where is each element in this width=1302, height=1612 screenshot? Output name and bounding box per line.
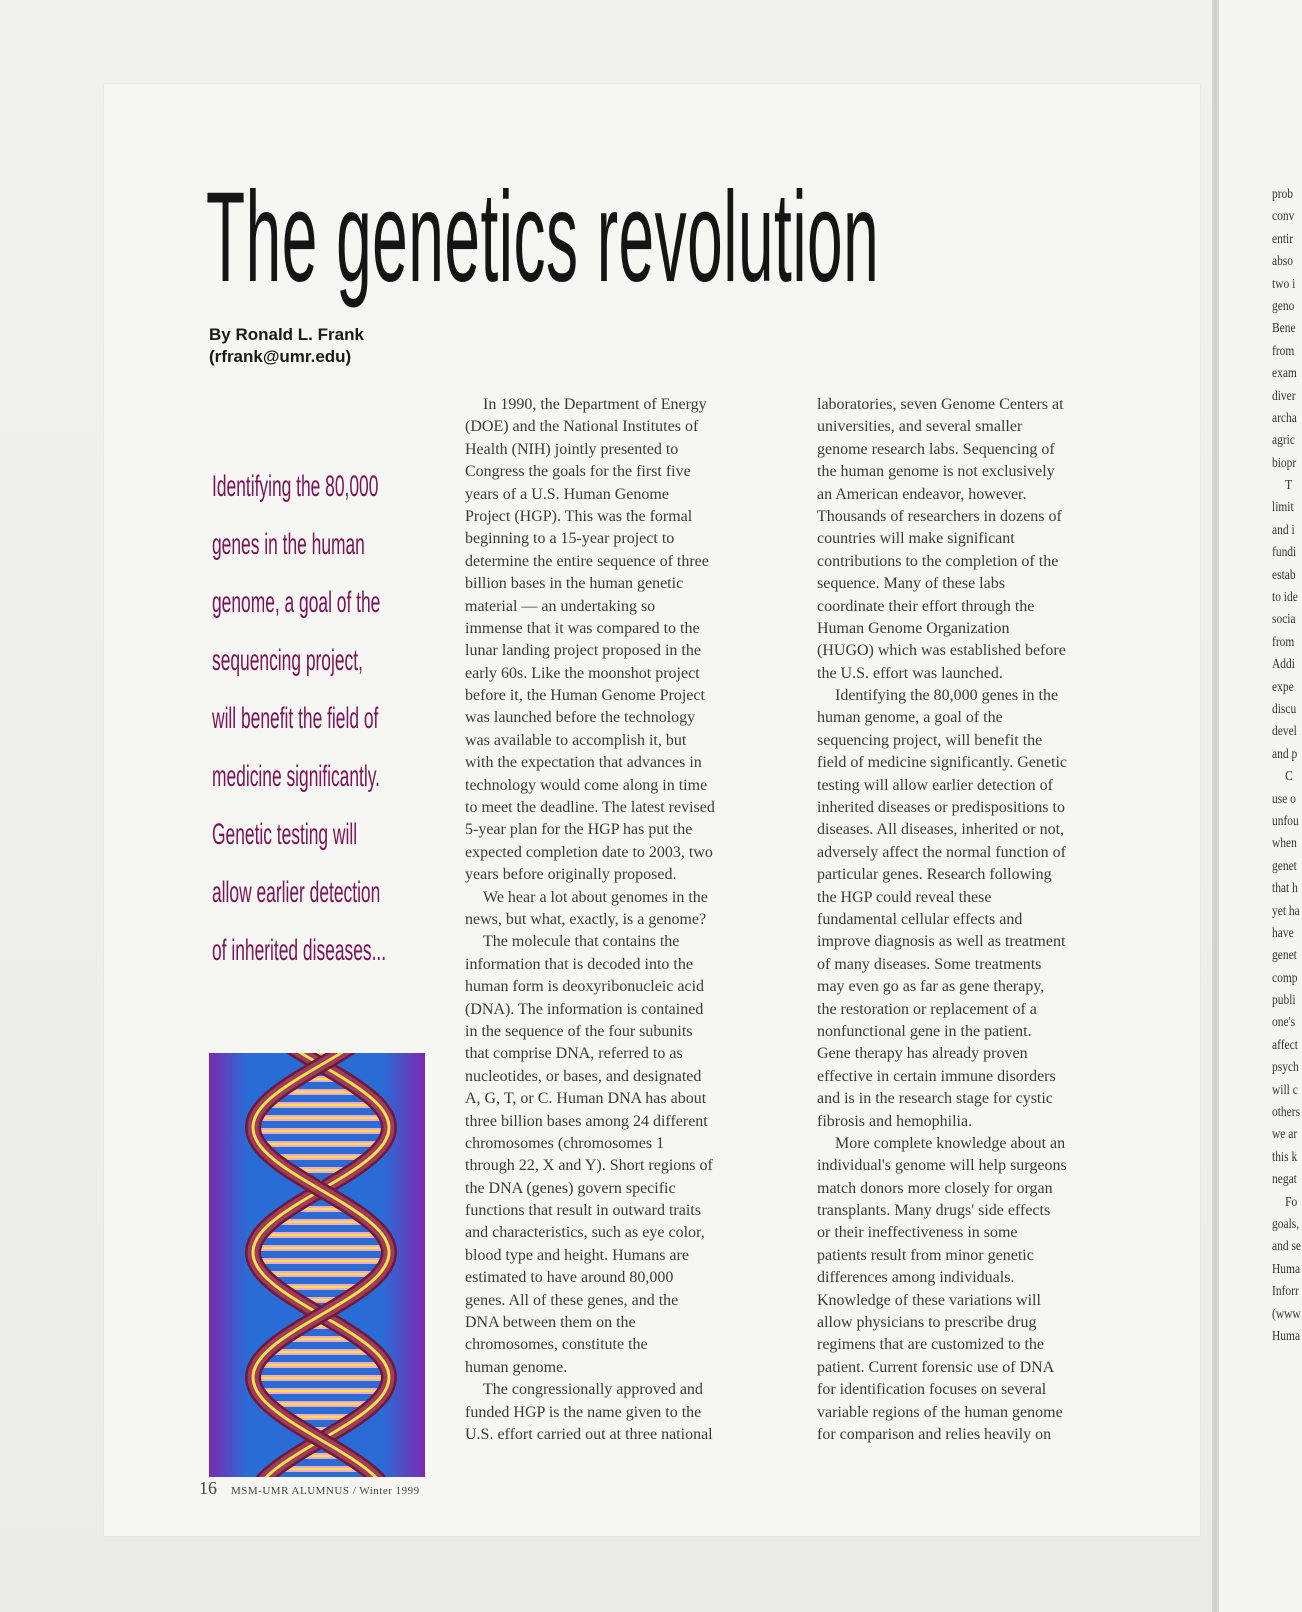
body-text-line: was available to accomplish it, but [465, 731, 687, 749]
body-text-line: for comparison and relies heavily on [817, 1425, 1052, 1443]
pull-quote-line: allow earlier detection [212, 876, 381, 909]
body-text-line: sequence. Many of these labs [817, 575, 1005, 593]
body-text-line: or their ineffectiveness in some [817, 1224, 1018, 1242]
adjacent-page-text [1272, 184, 1302, 1348]
pull-quote [212, 458, 452, 980]
article-column-2 [817, 394, 1121, 1446]
pull-quote-line: will benefit the field of [212, 702, 379, 735]
pull-quote-line: genome, a goal of the [212, 586, 381, 619]
body-text-line: information that is decoded into the [465, 955, 693, 973]
adjacent-page-fragment: agric [1272, 433, 1295, 449]
adjacent-page-fragment: genet [1272, 948, 1297, 964]
body-text-line: early 60s. Like the moonshot project [465, 664, 700, 682]
body-text-line: DNA between them on the [465, 1314, 636, 1332]
adjacent-page-fragment: when [1272, 836, 1297, 852]
body-text-line: fundamental cellular effects and [817, 910, 1023, 928]
body-text-line: genome research labs. Sequencing of [817, 440, 1055, 458]
adjacent-page-fragment: conv [1272, 209, 1295, 225]
body-text-line: material — an undertaking so [465, 597, 656, 615]
page-number: 16 [199, 1478, 217, 1498]
body-text-line: transplants. Many drugs' side effects [817, 1202, 1051, 1220]
adjacent-page-fragment: T [1285, 478, 1293, 494]
body-text-line: may even go as far as gene therapy, [817, 978, 1045, 996]
dna-helix-image [209, 1053, 425, 1477]
body-text-line: diseases. All diseases, inherited or not, [817, 821, 1065, 839]
adjacent-page-fragment: entir [1272, 231, 1294, 247]
body-text-line: A, G, T, or C. Human DNA has about [465, 1090, 707, 1108]
pull-quote-line: of inherited diseases... [212, 934, 387, 967]
body-text-line: differences among individuals. [817, 1269, 1015, 1287]
body-text-line: for identification focuses on several [817, 1381, 1047, 1399]
body-text-line: three billion bases among 24 different [465, 1112, 708, 1130]
body-text-line: inherited diseases or predispositions to [817, 799, 1065, 817]
adjacent-page-fragment: genet [1272, 858, 1297, 874]
body-text-line: Human Genome Organization [817, 619, 1010, 637]
body-text-line: through 22, X and Y). Short regions of [465, 1157, 713, 1175]
body-text-line: human genome. [465, 1358, 568, 1376]
adjacent-page-fragment: unfou [1272, 813, 1299, 829]
adjacent-page-fragment: exam [1272, 366, 1297, 382]
body-text-line: universities, and several smaller [817, 418, 1023, 436]
body-text-line: nucleotides, or bases, and designated [465, 1067, 702, 1085]
pull-quote-line: sequencing project, [212, 644, 363, 677]
body-text-line: particular genes. Research following [817, 866, 1052, 884]
adjacent-page-fragment: and p [1272, 746, 1298, 762]
adjacent-page-fragment: yet ha [1272, 903, 1300, 919]
adjacent-page-fragment: estab [1272, 567, 1296, 583]
body-text-line: beginning to a 15-year project to [465, 530, 675, 548]
body-text-line: Health (NIH) jointly presented to [465, 440, 679, 458]
adjacent-page-fragment: have [1272, 925, 1294, 941]
body-text-line: (DNA). The information is contained [465, 1000, 704, 1018]
adjacent-page-fragment: one's [1272, 1015, 1296, 1031]
adjacent-page-fragment: biopr [1272, 455, 1297, 471]
adjacent-page-fragment: use o [1272, 791, 1296, 807]
adjacent-page-fragment: goals, [1272, 1216, 1300, 1232]
body-text-line: years before originally proposed. [465, 866, 677, 884]
pull-quote-line: Genetic testing will [212, 818, 358, 851]
adjacent-page-fragment: diver [1272, 388, 1296, 404]
body-text-line: with the expectation that advances in [465, 754, 702, 772]
body-text-line: 5-year plan for the HGP has put the [465, 821, 693, 839]
body-text-line: The molecule that contains the [483, 933, 680, 951]
body-text-line: blood type and height. Humans are [465, 1246, 689, 1264]
body-text-line: We hear a lot about genomes in the [483, 888, 708, 906]
adjacent-page-fragment: affect [1272, 1037, 1298, 1053]
body-text-line: contributions to the completion of the [817, 552, 1059, 570]
adjacent-page-fragment: and i [1272, 522, 1295, 538]
pull-quote-line: genes in the human [212, 528, 365, 561]
body-text-line: (HUGO) which was established before [817, 642, 1066, 660]
adjacent-page-fragment: negat [1272, 1172, 1297, 1188]
byline [209, 324, 364, 368]
body-text-line: billion bases in the human genetic [465, 575, 684, 593]
adjacent-page-fragment: Addi [1272, 657, 1295, 673]
body-text-line: Thousands of researchers in dozens of [817, 507, 1062, 525]
body-text-line: field of medicine significantly. Genetic [817, 754, 1067, 772]
body-text-line: determine the entire sequence of three [465, 552, 709, 570]
body-text-line: U.S. effort carried out at three national [465, 1425, 713, 1443]
body-text-line: the restoration or replacement of a [817, 1000, 1037, 1018]
adjacent-page-fragment: that h [1272, 881, 1298, 897]
adjacent-page-fragment: Fo [1285, 1194, 1298, 1210]
body-text-line: Congress the goals for the first five [465, 463, 691, 481]
adjacent-page-fragment: others [1272, 1105, 1301, 1121]
body-text-line: individual's genome will help surgeons [817, 1157, 1067, 1175]
article-column-1 [465, 394, 769, 1446]
body-text-line: chromosomes (chromosomes 1 [465, 1134, 665, 1152]
body-text-line: patients result from minor genetic [817, 1246, 1034, 1264]
adjacent-page-fragment: Huma [1272, 1328, 1301, 1344]
adjacent-page-fragment: we ar [1272, 1127, 1298, 1143]
adjacent-page-fragment: abso [1272, 254, 1294, 270]
body-text-line: the U.S. effort was launched. [817, 664, 1003, 682]
adjacent-page-fragment: from [1272, 343, 1295, 359]
body-text-line: the HGP could reveal these [817, 888, 992, 906]
adjacent-page-fragment: comp [1272, 970, 1298, 986]
dna-helix-icon [209, 1053, 425, 1477]
adjacent-page-fragment: fundi [1272, 545, 1297, 561]
body-text-line: was launched before the technology [465, 709, 696, 727]
body-text-line: that comprise DNA, referred to as [465, 1045, 683, 1063]
adjacent-page-fragment: to ide [1272, 590, 1298, 606]
body-text-line: the DNA (genes) govern specific [465, 1179, 676, 1197]
publication-info: MSM-UMR ALUMNUS / Winter 1999 [231, 1485, 420, 1497]
body-text-line: lunar landing project proposed in the [465, 642, 701, 660]
adjacent-page-fragment: geno [1272, 298, 1295, 314]
body-text-line: to meet the deadline. The latest revised [465, 799, 715, 817]
body-text-line: countries will make significant [817, 530, 1015, 548]
body-text-line: before it, the Human Genome Project [465, 687, 705, 705]
body-text-line: (DOE) and the National Institutes of [465, 418, 699, 436]
adjacent-page-fragment: discu [1272, 701, 1297, 717]
body-text-line: variable regions of the human genome [817, 1403, 1063, 1421]
adjacent-page-fragment: devel [1272, 724, 1297, 740]
body-text-line: improve diagnosis as well as treatment [817, 933, 1066, 951]
body-text-line: years of a U.S. Human Genome [465, 485, 669, 503]
body-text-line: funded HGP is the name given to the [465, 1403, 702, 1421]
body-text-line: an American endeavor, however. [817, 485, 1027, 503]
adjacent-page-fragment: archa [1272, 410, 1297, 426]
body-text-line: of many diseases. Some treatments [817, 955, 1042, 973]
body-text-line: The congressionally approved and [483, 1381, 703, 1399]
body-text-line: and characteristics, such as eye color, [465, 1224, 705, 1242]
body-text-line: fibrosis and hemophilia. [817, 1112, 973, 1130]
body-text-line: estimated to have around 80,000 [465, 1269, 674, 1287]
body-text-line: Gene therapy has already proven [817, 1045, 1028, 1063]
page-footer [199, 1478, 420, 1499]
body-text-line: adversely affect the normal function of [817, 843, 1066, 861]
adjacent-page-fragment: C [1285, 769, 1293, 785]
adjacent-page-fragment: prob [1272, 187, 1294, 202]
body-text-line: Identifying the 80,000 genes in the [835, 687, 1059, 705]
adjacent-page-fragment: this k [1272, 1149, 1298, 1165]
body-text-line: sequencing project, will benefit the [817, 731, 1043, 749]
body-text-line: coordinate their effort through the [817, 597, 1035, 615]
body-text-line: the human genome is not exclusively [817, 463, 1055, 481]
body-text-line: human form is deoxyribonucleic acid [465, 978, 705, 996]
body-text-line: Project (HGP). This was the formal [465, 507, 693, 525]
author-email: (rfrank@umr.edu) [209, 347, 352, 366]
body-text-line: and is in the research stage for cystic [817, 1090, 1053, 1108]
adjacent-page-fragment: limit [1272, 500, 1294, 516]
body-text-line: chromosomes, constitute the [465, 1336, 648, 1354]
adjacent-page-fragment: expe [1272, 679, 1294, 695]
body-text-line: effective in certain immune disorders [817, 1067, 1056, 1085]
body-text-line: In 1990, the Department of Energy [483, 396, 707, 413]
adjacent-page-fragment: will c [1272, 1082, 1298, 1098]
adjacent-page-fragment: Inforr [1272, 1284, 1299, 1300]
adjacent-page-fragment: publi [1272, 993, 1296, 1009]
body-text-line: in the sequence of the four subunits [465, 1022, 693, 1040]
body-text-line: allow physicians to prescribe drug [817, 1314, 1037, 1332]
body-text-line: testing will allow earlier detection of [817, 776, 1053, 794]
adjacent-page-fragment: (www [1272, 1306, 1301, 1322]
body-text-line: news, but what, exactly, is a genome? [465, 910, 707, 928]
adjacent-page-fragment: socia [1272, 612, 1296, 628]
pull-quote-line: medicine significantly. [212, 760, 380, 793]
body-text-line: expected completion date to 2003, two [465, 843, 713, 861]
body-text-line: human genome, a goal of the [817, 709, 1003, 727]
body-text-line: genes. All of these genes, and the [465, 1291, 679, 1309]
body-text-line: More complete knowledge about an [835, 1134, 1066, 1152]
adjacent-page-fragment: Bene [1272, 321, 1296, 337]
body-text-line: technology would come along in time [465, 776, 708, 794]
adjacent-page-fragment: psych [1272, 1060, 1299, 1076]
body-text-line: match donors more closely for organ [817, 1179, 1053, 1197]
author-name: By Ronald L. Frank [209, 325, 364, 344]
body-text-line: regimens that are customized to the [817, 1336, 1045, 1354]
adjacent-page-fragment: Huma [1272, 1261, 1301, 1277]
pull-quote-line: Identifying the 80,000 [212, 470, 379, 503]
body-text-line: nonfunctional gene in the patient. [817, 1022, 1032, 1040]
body-text-line: Knowledge of these variations will [817, 1291, 1041, 1309]
body-text-line: immense that it was compared to the [465, 619, 700, 637]
article-title: The genetics revolution [206, 166, 880, 309]
body-text-line: functions that result in outward traits [465, 1202, 701, 1220]
adjacent-page-fragment: from [1272, 634, 1295, 650]
body-text-line: patient. Current forensic use of DNA [817, 1358, 1055, 1376]
body-text-line: laboratories, seven Genome Centers at [817, 396, 1064, 413]
adjacent-page-fragment: two i [1272, 276, 1296, 292]
adjacent-page-fragment: and se [1272, 1239, 1302, 1255]
